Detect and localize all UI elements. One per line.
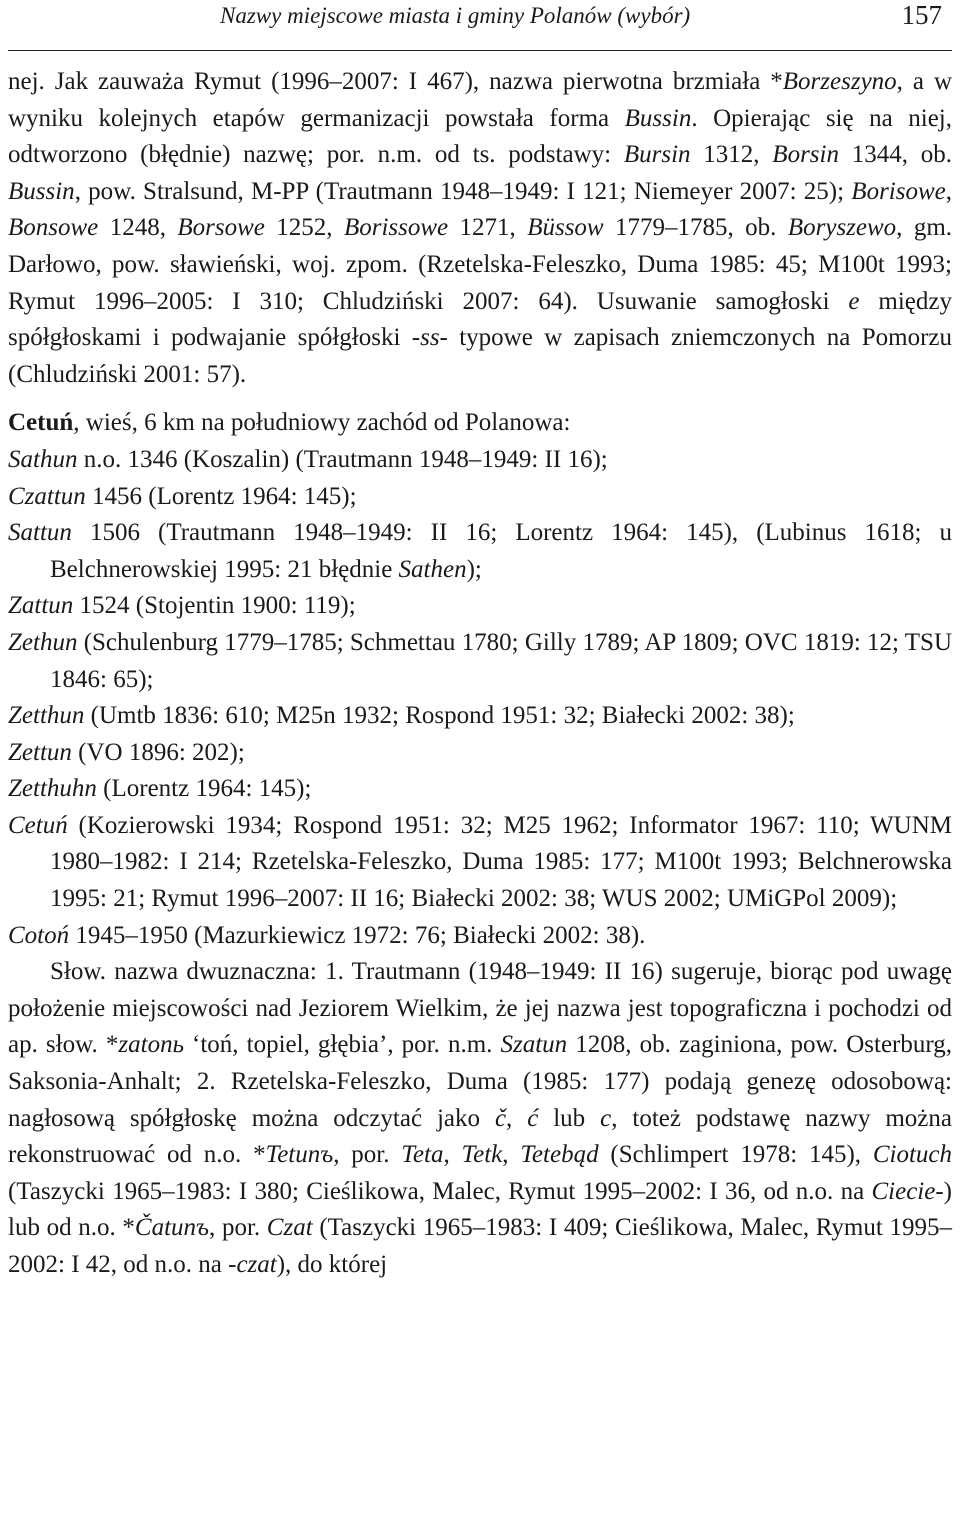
entry-heading xyxy=(8,405,952,442)
etymology-paragraph: Słow. nazwa dwuznaczna: 1. Trautmann (1948–1949: II 16) sugeruje, biorąc pod uwagę położenie miejscowości nad Jeziorem Wielkim, że jej nazwa jest topograficzna i pochodzi od ap. słow. *zatonь ‘toń, topiel, głębia’, por. n.m. Szatun 1208, ob. zaginiona, pow. Osterburg, Saksonia-Anhalt; 2. Rzetelska-Feleszko, Duma (1985: 177) podają genezę odosobową: nagłosową spółgłoskę można odczytać jako č, ć lub c, toteż podstawę nazwy można rekonstruować od n.o. *Tetunъ, por. Teta, Tetk, Tetebąd (Schlimpert 1978: 145), Ciotuch (Taszycki 1965–1983: I 380; Cieślikowa, Malec, Rymut 1995–2002: I 36, od n.o. na Ciecie-) lub od n.o. *Čatunъ, por. Czat (Taszycki 1965–1983: I 409; Cieślikowa, Malec, Rymut 1995–2002: I 42, od n.o. na -czat), do której xyxy=(8,958,953,1278)
historical-form: Zettun (VO 1896: 202); xyxy=(8,738,245,766)
intro-paragraph: nej. Jak zauważa Rymut (1996–2007: I 467), nazwa pierwotna brzmiała *Borzeszyno, a w wyniku kolejnych etapów germanizacji powstała forma Bussin. Opierając się na niej, odtworzono (błędnie) nazwę; por. n.m. od ts. podstawy: Bursin 1312, Borsin 1344, ob. Bussin, pow. Stralsund, M-PP (Trautmann 1948–1949: I 121; Niemeyer 2007: 25); Borisowe, Bonsowe 1248, Borsowe 1252, Borissowe 1271, Büssow 1779–1785, ob. Boryszewo, gm. Darłowo, pow. sławieński, woj. zpom. (Rzetelska-Feleszko, Duma 1985: 45; M100t 1993; Rymut 1996–2005: I 310; Chludziński 2007: 64). Usuwanie samogłoski e między spółgłoskami i podwajanie spółgłoski -ss- typowe w zapisach zniemczonych na Pomorzu (Chludziński 2001: 57). xyxy=(8,68,953,388)
page-body xyxy=(8,64,952,1284)
entry-definition: , wieś, 6 km na południowy zachód od Polanowa: xyxy=(73,409,571,437)
historical-form: Cotoń 1945–1950 (Mazurkiewicz 1972: 76; Białecki 2002: 38). xyxy=(8,921,646,949)
running-header xyxy=(8,0,952,51)
historical-form: Sathun n.o. 1346 (Koszalin) (Trautmann 1948–1949: II 16); xyxy=(8,445,608,473)
historical-form: Zetthun (Umtb 1836: 610; M25n 1932; Rospond 1951: 32; Białecki 2002: 38); xyxy=(8,702,795,730)
historical-form: Zetthuhn (Lorentz 1964: 145); xyxy=(8,775,312,803)
historical-form: Zattun 1524 (Stojentin 1900: 119); xyxy=(8,592,356,620)
entry-headword: Cetuń xyxy=(8,409,74,437)
page-number: 157 xyxy=(901,0,942,30)
historical-form: Sattun 1506 (Trautmann 1948–1949: II 16; Lorentz 1964: 145), (Lubinus 1618; u Belchnerowskiej 1995: 21 błędnie Sathen); xyxy=(8,519,952,583)
historical-form: Zethun (Schulenburg 1779–1785; Schmettau 1780; Gilly 1789; AP 1809; OVC 1819: 12; TSU 1846: 65); xyxy=(8,628,953,693)
historical-form: Cetuń (Kozierowski 1934; Rospond 1951: 32; M25 1962; Informator 1967: 110; WUNM 1980–1982: I 214; Rzetelska-Feleszko, Duma 1985: 177; M100t 1993; Belchnerowska 1995: 21; Rymut 1996–2007: II 16; Białecki 2002: 38; WUS 2002; UMiGPol 2009); xyxy=(8,811,952,913)
historical-form: Czattun 1456 (Lorentz 1964: 145); xyxy=(8,482,357,510)
running-title: Nazwy miejscowe miasta i gminy Polanów (wybór) xyxy=(220,3,691,28)
